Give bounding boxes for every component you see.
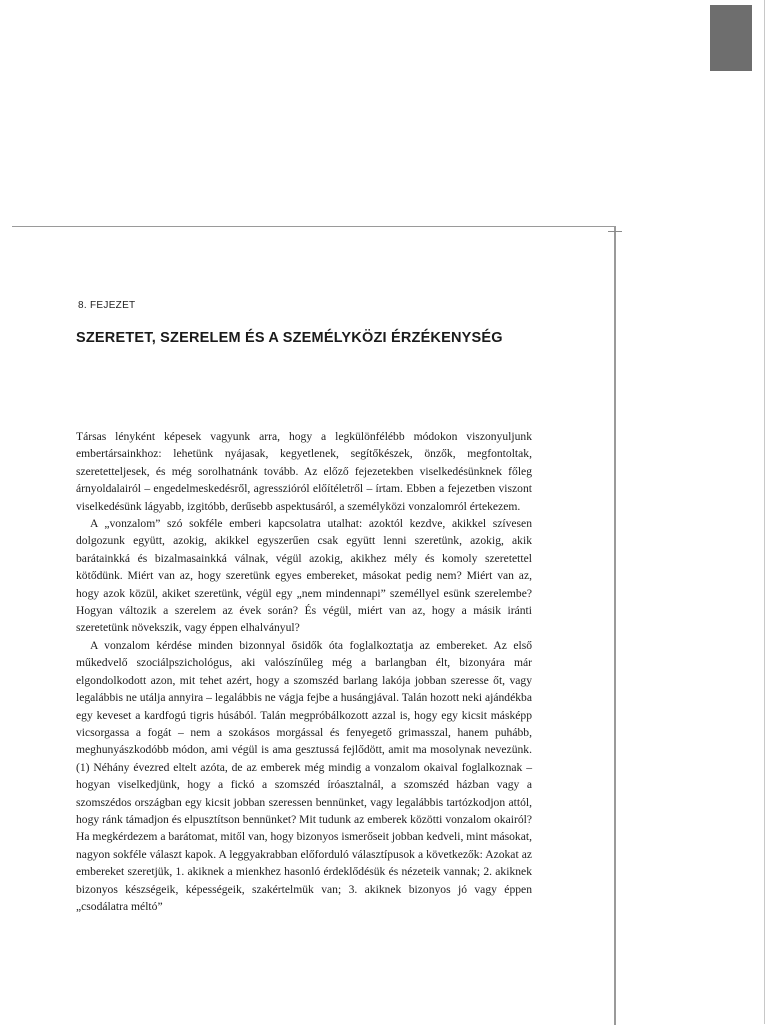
chapter-title: SZERETET, SZERELEM ÉS A SZEMÉLYKÖZI ÉRZÉKENYSÉG xyxy=(76,330,503,346)
paragraph-intro: Társas lényként képesek vagyunk arra, hogy a legkülönfélébb módokon viszonyuljunk embertársainkhoz: lehetünk nyájasak, kegyetlenek, segítőkészek, önzők, megfontoltak, szeretetteljesek, és még sorolhatnánk tovább. Az előző fejezetekben viselkedésünknek főleg árnyoldalairól – engedelmeskedésről, agresszióról előítéletről – írtam. Ebben a fejezetben viszont viselkedésünk lágyabb, izgitóbb, derűsebb aspektusáról, a személyközi vonzalomról értekezem. xyxy=(76,430,532,513)
paragraph-attraction-history: A vonzalom kérdése minden bizonnyal ősidők óta foglalkoztatja az embereket. Az első műkedvelő szociálpszichológus, aki valószínűleg még a barlangban élt, bizonyára már elgondolkodott azon, mit tehet azért, hogy a szomszéd barlang lakója jobban szeresse őt, vagy legalábbis ne utálja annyira – legalábbis ne vágja fejbe a husángjával. Talán hozott neki ajándékba egy keveset a kardfogú tigris húsából. Talán megpróbálkozott azzal is, hogy egy kicsit másképp vicsorgassa a fogát – nem a szokásos morgással és fenyegető grimasszal, hanem puhább, meghunyászkodóbb módon, ami végül is ama gesztussá fejlődött, amit ma mosolynak nevezünk. (1) Néhány évezred eltelt azóta, de az emberek még mindig a vonzalom okaival foglalkoznak – hogyan viselkedjünk, hogy a fickó a szomszéd íróasztalnál, a szomszéd házban vagy a szomszédos országban egy kicsit jobban szeressen bennünket, vagy legalábbis tartózkodjon attól, hogy ránk támadjon és elpusztítson bennünket? Mit tudunk az emberek közötti vonzalom okairól? Ha megkérdezem a barátomat, mitől van, hogy bizonyos ismerőseit jobban kedveli, mint másokat, nagyon sokféle választ kapok. A leggyakrabban előforduló választípusok a következők: Azokat az embereket szeretjük, 1. akiknek a mienkhez hasonló érdeklődésük és nézeteik vannak; 2. akiknek bizonyos készségeik, képességeik, szakértelmük van; 3. akiknek bizonyos jó vagy éppen „csodálatra méltó” xyxy=(76,638,532,913)
scan-corner-tab xyxy=(710,5,752,71)
scan-edge-line xyxy=(764,0,765,1024)
chapter-body xyxy=(76,428,532,915)
chapter-label: 8. FEJEZET xyxy=(78,300,136,311)
page-edge-mark xyxy=(608,231,622,232)
paragraph-attraction-meaning: A „vonzalom” szó sokféle emberi kapcsolatra utalhat: azoktól kezdve, akikkel szívesen dolgozunk együtt, azokig, akikkel egyszerűen csak együtt lenni szeretünk, azokig, akik barátainkká és bizalmasainkká válnak, végül azokig, akikhez mély és komoly szeretettel kötődünk. Miért van az, hogy szeretünk egyes embereket, másokat pedig nem? Miért van az, hogy azok közül, akiket szeretünk, végül egy „nem mindennapi” személlyel esünk szerelembe? Hogyan változik a szerelem az évek során? És végül, miért van az, hogy a másik iránti szeretetünk növekszik, vagy éppen elhalványul? xyxy=(76,517,532,635)
